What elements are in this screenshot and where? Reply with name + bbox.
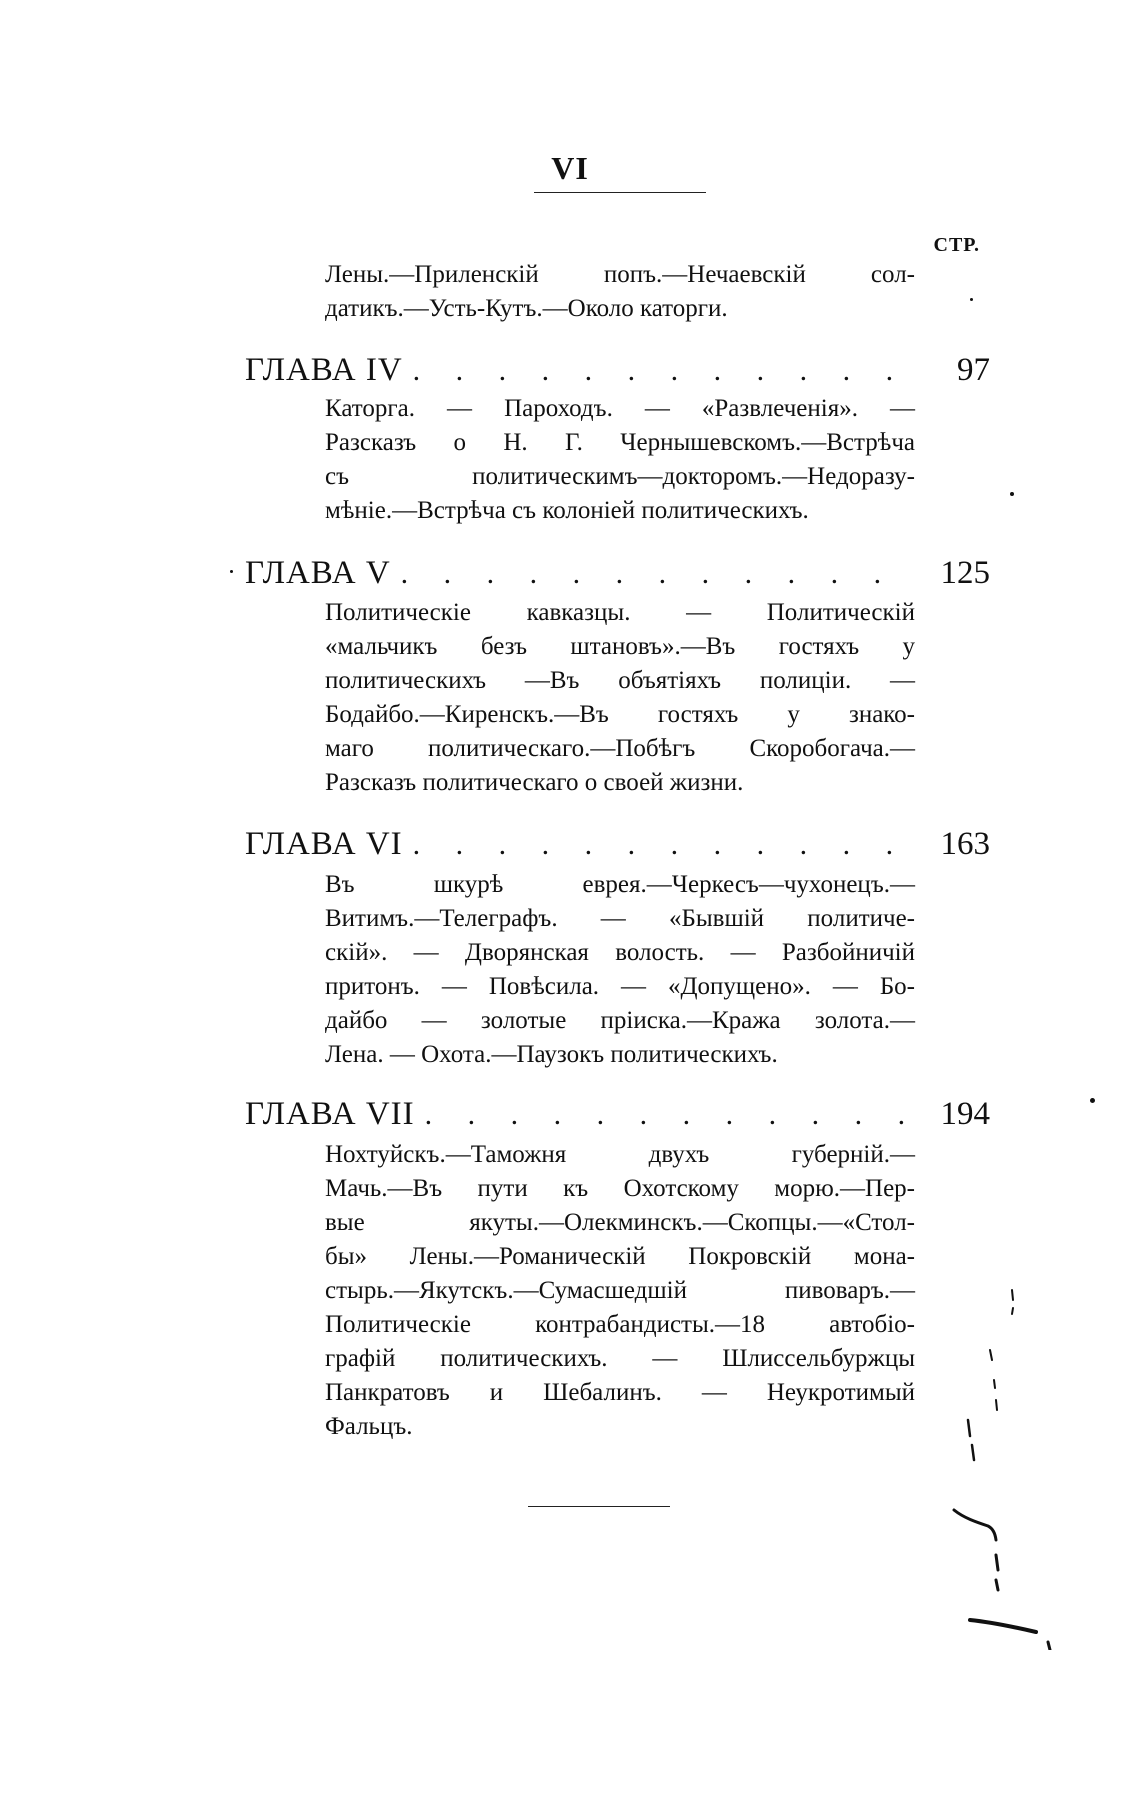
header-rule (534, 192, 706, 193)
summary-line: графій политическихъ. — Шлиссельбуржцы (325, 1345, 915, 1372)
chapter-title: ГЛАВА VII (245, 1096, 415, 1132)
summary-line: бы» Лены.—Романическій Покровскій мона- (325, 1243, 915, 1270)
summary-line: скій». — Дворянская волость. — Разбойничій (325, 939, 915, 966)
scan-speck (230, 570, 233, 573)
toc-entry-chapter-7 (245, 1096, 990, 1136)
summary-line: притонъ. — Повѣсила. — «Допущено». — Бо- (325, 973, 915, 1000)
summary-line: Политическіе контрабандисты.—18 автобіо- (325, 1311, 915, 1338)
summary-line: Нохтуйскъ.—Таможня двухъ губерній.— (325, 1141, 915, 1168)
chapter-summary (325, 596, 915, 800)
dot-leader: . . . . . . . . . . . . (412, 354, 908, 387)
scan-edge-mark (940, 1270, 1070, 1650)
summary-line: политическихъ —Въ объятіяхъ полиціи. — (325, 667, 915, 694)
intro-line: Лены.—Приленскій попъ.—Нечаевскій сол- (325, 261, 915, 288)
dot-leader: . . . . . . . . . . . . (412, 828, 908, 861)
summary-line: маго политическаго.—Побѣгъ Скоробогача.— (325, 735, 915, 762)
footer-rule (528, 1506, 670, 1507)
chapter-summary (325, 392, 915, 528)
chapter-page-number: 163 (940, 826, 990, 862)
chapter-summary (325, 868, 915, 1072)
summary-line: Каторга. — Пароходъ. — «Развлеченія». — (325, 395, 915, 422)
scan-speck (970, 298, 973, 301)
summary-line: Панкратовъ и Шебалинъ. — Неукротимый (325, 1379, 915, 1406)
chapter-page-number: 194 (940, 1096, 990, 1132)
chapter-page-number: 97 (957, 352, 990, 388)
toc-entry-chapter-4 (245, 352, 990, 392)
summary-line: вые якуты.—Олекминскъ.—Скопцы.—«Стол- (325, 1209, 915, 1236)
summary-line: «мальчикъ безъ штановъ».—Въ гостяхъ у (325, 633, 915, 660)
chapter-summary (325, 1138, 915, 1444)
summary-line: Витимъ.—Телеграфъ. — «Бывшій политиче- (325, 905, 915, 932)
page-number: VI (551, 150, 589, 186)
summary-line: Бодайбо.—Киренскъ.—Въ гостяхъ у знако- (325, 701, 915, 728)
toc-entry-chapter-6 (245, 826, 990, 866)
summary-line: стырь.—Якутскъ.—Сумасшедшій пивоваръ.— (325, 1277, 915, 1304)
summary-line: Лена. — Охота.—Паузокъ политическихъ. (325, 1041, 778, 1068)
chapter-title: ГЛАВА IV (245, 352, 403, 388)
intro-line: датикъ.—Усть-Кутъ.—Около каторги. (325, 295, 728, 322)
summary-line: Въ шкурѣ еврея.—Черкесъ—чухонецъ.— (325, 871, 915, 898)
summary-line: съ политическимъ—докторомъ.—Недоразу- (325, 463, 915, 490)
intro-text (325, 258, 915, 326)
summary-line: Мачь.—Въ пути къ Охотскому морю.—Пер- (325, 1175, 915, 1202)
scan-speck (1090, 1098, 1095, 1103)
summary-line: Разсказъ о Н. Г. Чернышевскомъ.—Встрѣча (325, 429, 915, 456)
chapter-title: ГЛАВА VI (245, 826, 403, 862)
chapter-page-number: 125 (940, 555, 990, 591)
dot-leader: . . . . . . . . . . . . (400, 557, 896, 590)
scan-speck (1010, 492, 1014, 496)
summary-line: Фальцъ. (325, 1413, 413, 1440)
summary-line: дайбо — золотые пріиска.—Кража золота.— (325, 1007, 915, 1034)
summary-line: Политическіе кавказцы. — Политическій (325, 599, 915, 626)
summary-line: мѣніе.—Встрѣча съ колоніей политическихъ. (325, 497, 809, 524)
toc-entry-chapter-5 (245, 555, 990, 595)
page-column-header: СТР. (933, 234, 980, 256)
chapter-title: ГЛАВА V (245, 555, 391, 591)
dot-leader: . . . . . . . . . . . . (424, 1098, 920, 1131)
summary-line: Разсказъ политическаго о своей жизни. (325, 769, 744, 796)
